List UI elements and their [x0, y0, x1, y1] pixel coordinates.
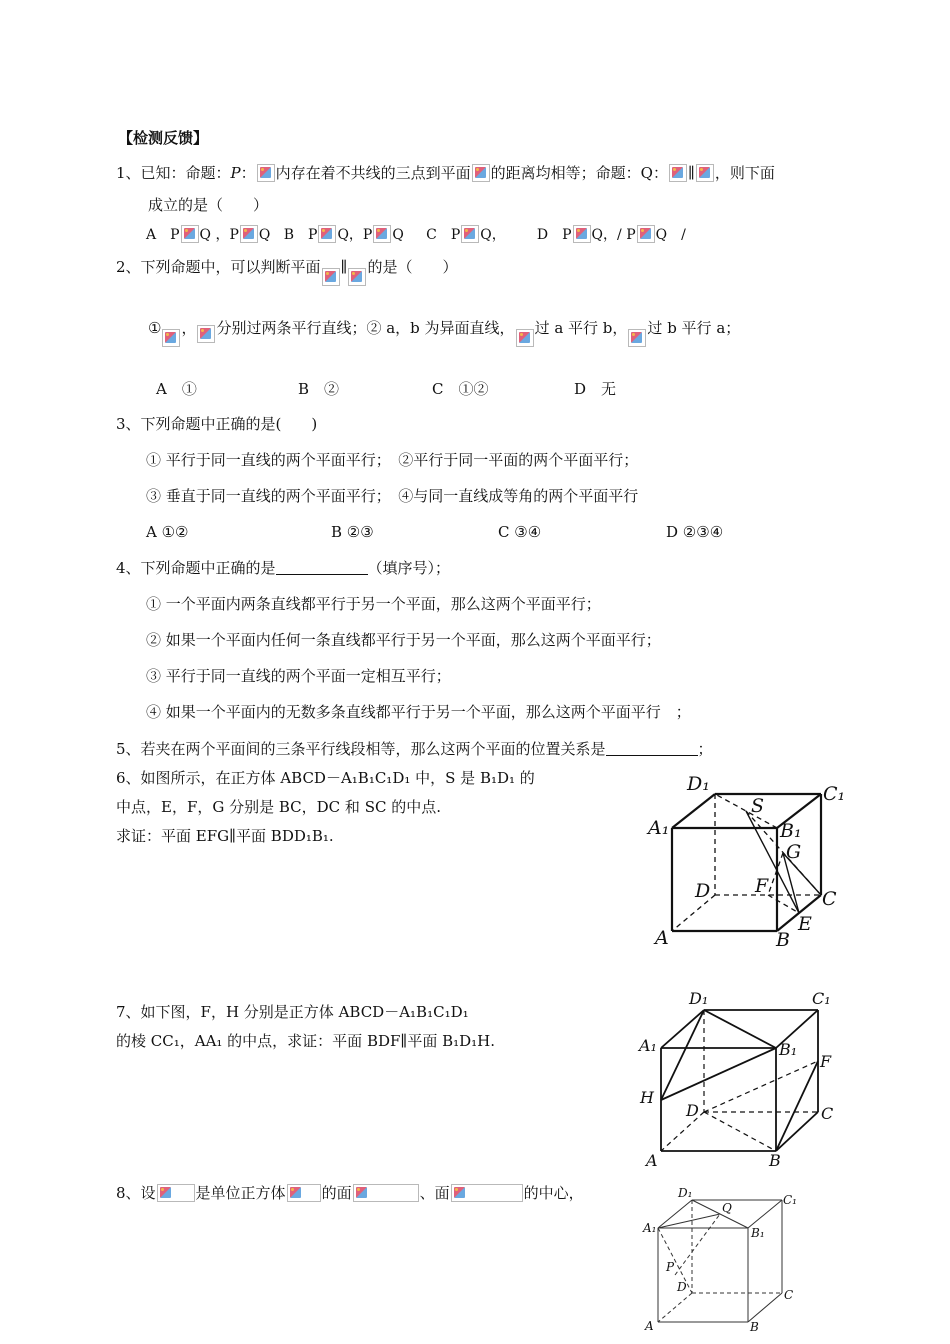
formula-image-icon [348, 268, 366, 286]
fig1-label: C₁ [823, 783, 846, 805]
fig2-label: F [820, 1052, 832, 1071]
formula-image-icon [197, 325, 215, 343]
fig3-label: A₁ [643, 1221, 657, 1235]
fig3-label: Q [722, 1201, 732, 1215]
q2-cond-text-3: 过 b 平行 a； [647, 319, 741, 337]
formula-image-icon [696, 164, 714, 182]
answer-blank[interactable] [606, 741, 698, 756]
option-d-text-3: Q / [655, 227, 686, 243]
section-title: 【检测反馈】 [118, 129, 209, 147]
q3-option-c: C ③④ [498, 523, 542, 541]
q2-cond-text-2: 过 a 平行 b， [534, 319, 628, 337]
formula-image-icon [573, 225, 591, 243]
formula-image-icon [318, 225, 336, 243]
q6-line-2: 中点，E，F，G 分别是 BC，DC 和 SC 的中点. [116, 798, 441, 816]
fig1-label: B [776, 929, 790, 950]
q3-option-d: D ②③④ [666, 523, 724, 541]
option-b-text: B P [283, 227, 318, 243]
q3-statement-1: ① 平行于同一直线的两个平面平行； ②平行于同一平面的两个平面平行； [146, 451, 639, 469]
formula-image-icon [181, 225, 199, 243]
formula-image-icon [461, 225, 479, 243]
formula-image-icon [257, 164, 275, 182]
cube-figure-1 [645, 770, 850, 950]
formula-image-icon [162, 329, 180, 347]
q1-text-3: 的距离均相等；命题：Q： [490, 164, 668, 182]
fig3-label: C₁ [783, 1193, 797, 1207]
q2-cond-1: ① [148, 319, 162, 337]
fig2-label: C [821, 1104, 834, 1123]
fig3-label: A [645, 1319, 654, 1333]
fig2-label: B [769, 1151, 781, 1170]
formula-image-icon [472, 164, 490, 182]
q8-text-4: 、面 [419, 1184, 450, 1202]
option-d-text: D P [536, 227, 572, 243]
fig2-label: B₁ [779, 1040, 798, 1059]
formula-image-icon [516, 329, 534, 347]
q8-text-5: 的中心， [523, 1184, 584, 1202]
fig1-label: G [786, 841, 802, 863]
formula-image-icon [669, 164, 687, 182]
q2-option-a: A ① [156, 380, 197, 398]
q4-statement-4: ④ 如果一个平面内的无数多条直线都平行于另一个平面，那么这两个平面平行 ； [146, 703, 691, 721]
q2-option-b: B ② [298, 380, 340, 398]
option-d-text-2: Q，/ P [591, 227, 636, 243]
formula-image-icon [157, 1184, 195, 1202]
question-2-conditions [148, 318, 740, 347]
q3-statement-2: ③ 垂直于同一直线的两个平面平行； ④与同一直线成等角的两个平面平行 [146, 487, 639, 505]
q6-line-1: 6、如图所示，在正方体 ABCD－A₁B₁C₁D₁ 中，S 是 B₁D₁ 的 [116, 769, 535, 787]
q4-text-2: （填序号）； [367, 559, 451, 577]
q2-comma: ， [181, 319, 197, 337]
option-a-text-2: Q ，P [199, 227, 239, 243]
q4-text: 4、下列命题中正确的是 [116, 559, 276, 577]
question-5-stem [116, 739, 713, 759]
option-b-text-3: Q [392, 227, 404, 243]
fig3-label: D [677, 1280, 687, 1294]
q2-text: 2、下列命题中，可以判断平面 [116, 258, 321, 276]
question-1-options [146, 225, 686, 245]
q1-text-4: ，则下面 [714, 164, 775, 182]
q3-option-b: B ②③ [331, 523, 374, 541]
q2-option-c: C ①② [432, 380, 489, 398]
q2-option-d: D 无 [574, 380, 617, 398]
option-b-text-2: Q，P [337, 227, 373, 243]
fig1-label: E [798, 913, 812, 935]
formula-image-icon [322, 268, 340, 286]
q4-statement-2: ② 如果一个平面内任何一条直线都平行于另一个平面，那么这两个平面平行； [146, 631, 661, 649]
q2-cond-text: 分别过两条平行直线；② a，b 为异面直线， [216, 319, 515, 337]
q4-statement-3: ③ 平行于同一直线的两个平面一定相互平行； [146, 667, 451, 685]
q4-statement-1: ① 一个平面内两条直线都平行于另一个平面，那么这两个平面平行； [146, 595, 601, 613]
fig3-label: B [750, 1320, 759, 1334]
fig3-label: P [666, 1260, 675, 1274]
q8-text-2: 是单位正方体 [195, 1184, 286, 1202]
cube-figure-3 [640, 1185, 810, 1335]
q1-colon: ： [240, 164, 256, 182]
fig1-label: S [751, 795, 765, 817]
q1-p: P [230, 164, 241, 182]
q5-text-2: ； [697, 740, 713, 758]
fig2-label: D₁ [689, 989, 709, 1008]
option-a-text: A P [146, 227, 180, 243]
q1-parallel: ∥ [687, 164, 695, 182]
formula-image-icon [240, 225, 258, 243]
q2-text-2: 的是（ ） [367, 258, 458, 276]
q7-line-2: 的棱 CC₁，AA₁ 的中点，求证：平面 BDF∥平面 B₁D₁H. [116, 1032, 496, 1050]
answer-blank[interactable] [276, 560, 368, 575]
question-1-line-1 [116, 163, 775, 183]
fig1-label: D [695, 880, 711, 902]
question-8-stem [116, 1183, 584, 1203]
formula-image-icon [373, 225, 391, 243]
fig1-label: A [655, 927, 669, 949]
fig3-label: B₁ [751, 1226, 765, 1240]
q2-parallel: ∥ [340, 258, 348, 276]
fig1-label: B₁ [780, 820, 802, 842]
q6-line-3: 求证：平面 EFG∥平面 BDD₁B₁. [116, 827, 334, 845]
q1-text-2: 内存在着不共线的三点到平面 [275, 164, 471, 182]
fig1-label: D₁ [687, 773, 710, 795]
fig2-label: C₁ [812, 989, 831, 1008]
fig2-label: H [640, 1088, 654, 1107]
fig3-label: D₁ [678, 1186, 693, 1200]
formula-image-icon [451, 1184, 523, 1202]
formula-image-icon [353, 1184, 419, 1202]
option-a-text-3: Q [258, 227, 271, 243]
question-3-stem: 3、下列命题中正确的是( ) [116, 415, 318, 433]
fig1-label: A₁ [648, 817, 670, 839]
option-c-text-2: Q， [480, 227, 506, 243]
q5-text: 5、若夹在两个平面间的三条平行线段相等，那么这两个平面的位置关系是 [116, 740, 606, 758]
q8-text: 8、设 [116, 1184, 156, 1202]
fig1-label: C [822, 888, 837, 910]
q3-option-a: A ①② [146, 523, 189, 541]
cube-figure-2 [636, 985, 841, 1170]
q1-text: 1、已知：命题： [116, 164, 231, 182]
fig2-label: A₁ [639, 1036, 657, 1055]
formula-image-icon [287, 1184, 321, 1202]
fig2-label: D [686, 1101, 699, 1120]
fig3-label: C [784, 1288, 794, 1302]
question-1-line-2: 成立的是（ ） [148, 196, 269, 214]
q8-text-3: 的面 [321, 1184, 352, 1202]
question-2-stem [116, 257, 458, 286]
formula-image-icon [628, 329, 646, 347]
fig2-label: A [646, 1151, 658, 1170]
formula-image-icon [637, 225, 655, 243]
question-4-stem [116, 558, 450, 578]
option-c-text: C P [426, 227, 461, 243]
fig1-label: F [755, 875, 769, 897]
q7-line-1: 7、如下图，F，H 分别是正方体 ABCD－A₁B₁C₁D₁ [116, 1003, 469, 1021]
